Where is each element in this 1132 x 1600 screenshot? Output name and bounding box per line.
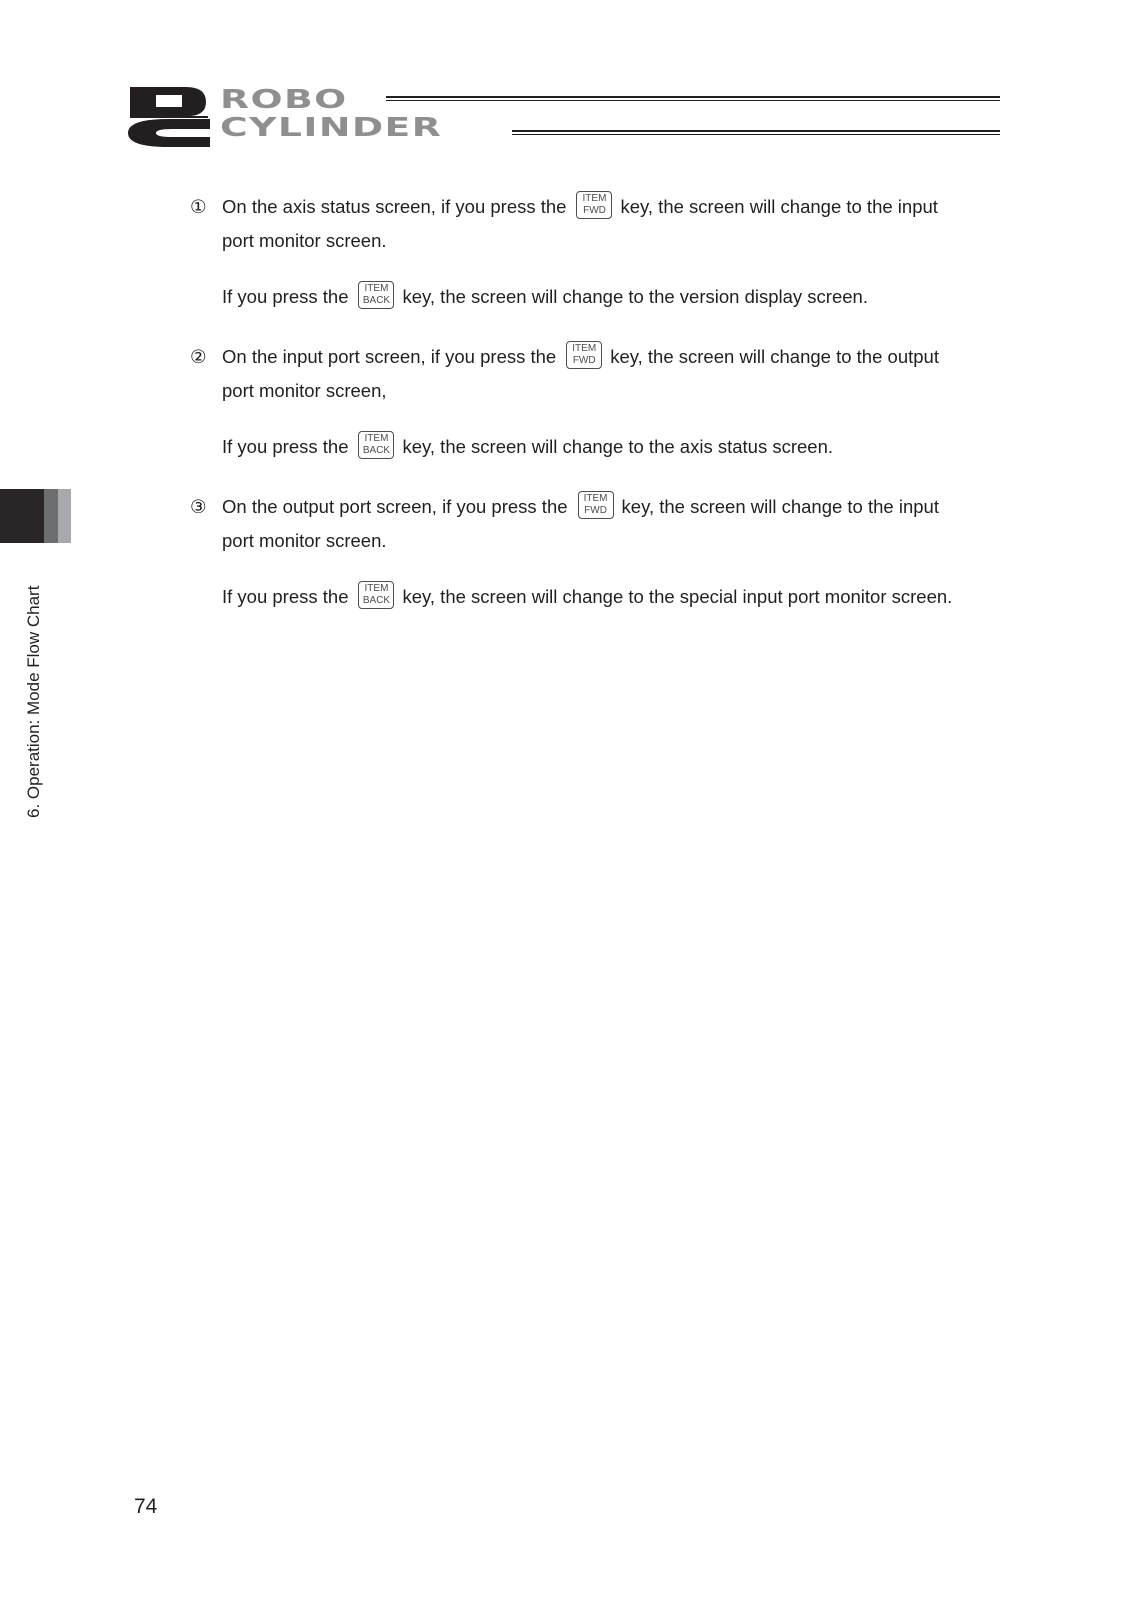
header-rule-top: [386, 96, 1000, 101]
item-number: ②: [190, 346, 207, 367]
item-fwd-key-icon: ITEM FWD: [576, 191, 612, 219]
chapter-label: 6. Operation: Mode Flow Chart: [24, 585, 43, 818]
item-1-sub: [222, 280, 1002, 314]
item-text-before: On the axis status screen, if you press the: [222, 196, 567, 217]
header-rule-bottom: [512, 130, 1000, 135]
item-fwd-key-icon: ITEM FWD: [578, 491, 614, 519]
sub-text-before: If you press the: [222, 436, 349, 457]
item-2: [190, 340, 990, 408]
item-back-key-icon: ITEM BACK: [358, 581, 394, 609]
logo-text-robo: ROBO: [220, 85, 348, 115]
item-text-after: key, the screen will change to the input: [620, 196, 938, 217]
item-number: ①: [190, 196, 207, 217]
chapter-tab-light: [58, 489, 71, 543]
item-text-after: key, the screen will change to the input: [621, 496, 939, 517]
item-back-key-icon: ITEM BACK: [358, 431, 394, 459]
item-number: ③: [190, 496, 207, 517]
item-text-continued: port monitor screen.: [222, 230, 387, 251]
item-3-sub: [222, 580, 1002, 614]
item-back-key-icon: ITEM BACK: [358, 281, 394, 309]
item-text-continued: port monitor screen.: [222, 530, 387, 551]
item-3: [190, 490, 990, 558]
rc-logo-mark: [128, 85, 220, 147]
chapter-tab-mid: [44, 489, 58, 543]
sub-text-after: key, the screen will change to the version display screen.: [402, 286, 868, 307]
item-text-before: On the input port screen, if you press the: [222, 346, 557, 367]
robo-cylinder-logo: [128, 85, 1000, 151]
item-text-before: On the output port screen, if you press the: [222, 496, 568, 517]
item-2-sub: [222, 430, 1002, 464]
logo-text-cylinder: CYLINDER: [220, 113, 443, 143]
sub-text-after: key, the screen will change to the special input port monitor screen.: [402, 586, 953, 607]
item-text-after: key, the screen will change to the output: [610, 346, 939, 367]
sub-text-before: If you press the: [222, 286, 349, 307]
page-number: 74: [134, 1495, 158, 1518]
item-text-continued: port monitor screen,: [222, 380, 387, 401]
chapter-tab-dark: [0, 489, 44, 543]
sub-text-before: If you press the: [222, 586, 349, 607]
sub-text-after: key, the screen will change to the axis status screen.: [402, 436, 833, 457]
item-fwd-key-icon: ITEM FWD: [566, 341, 602, 369]
item-1: [190, 190, 990, 258]
